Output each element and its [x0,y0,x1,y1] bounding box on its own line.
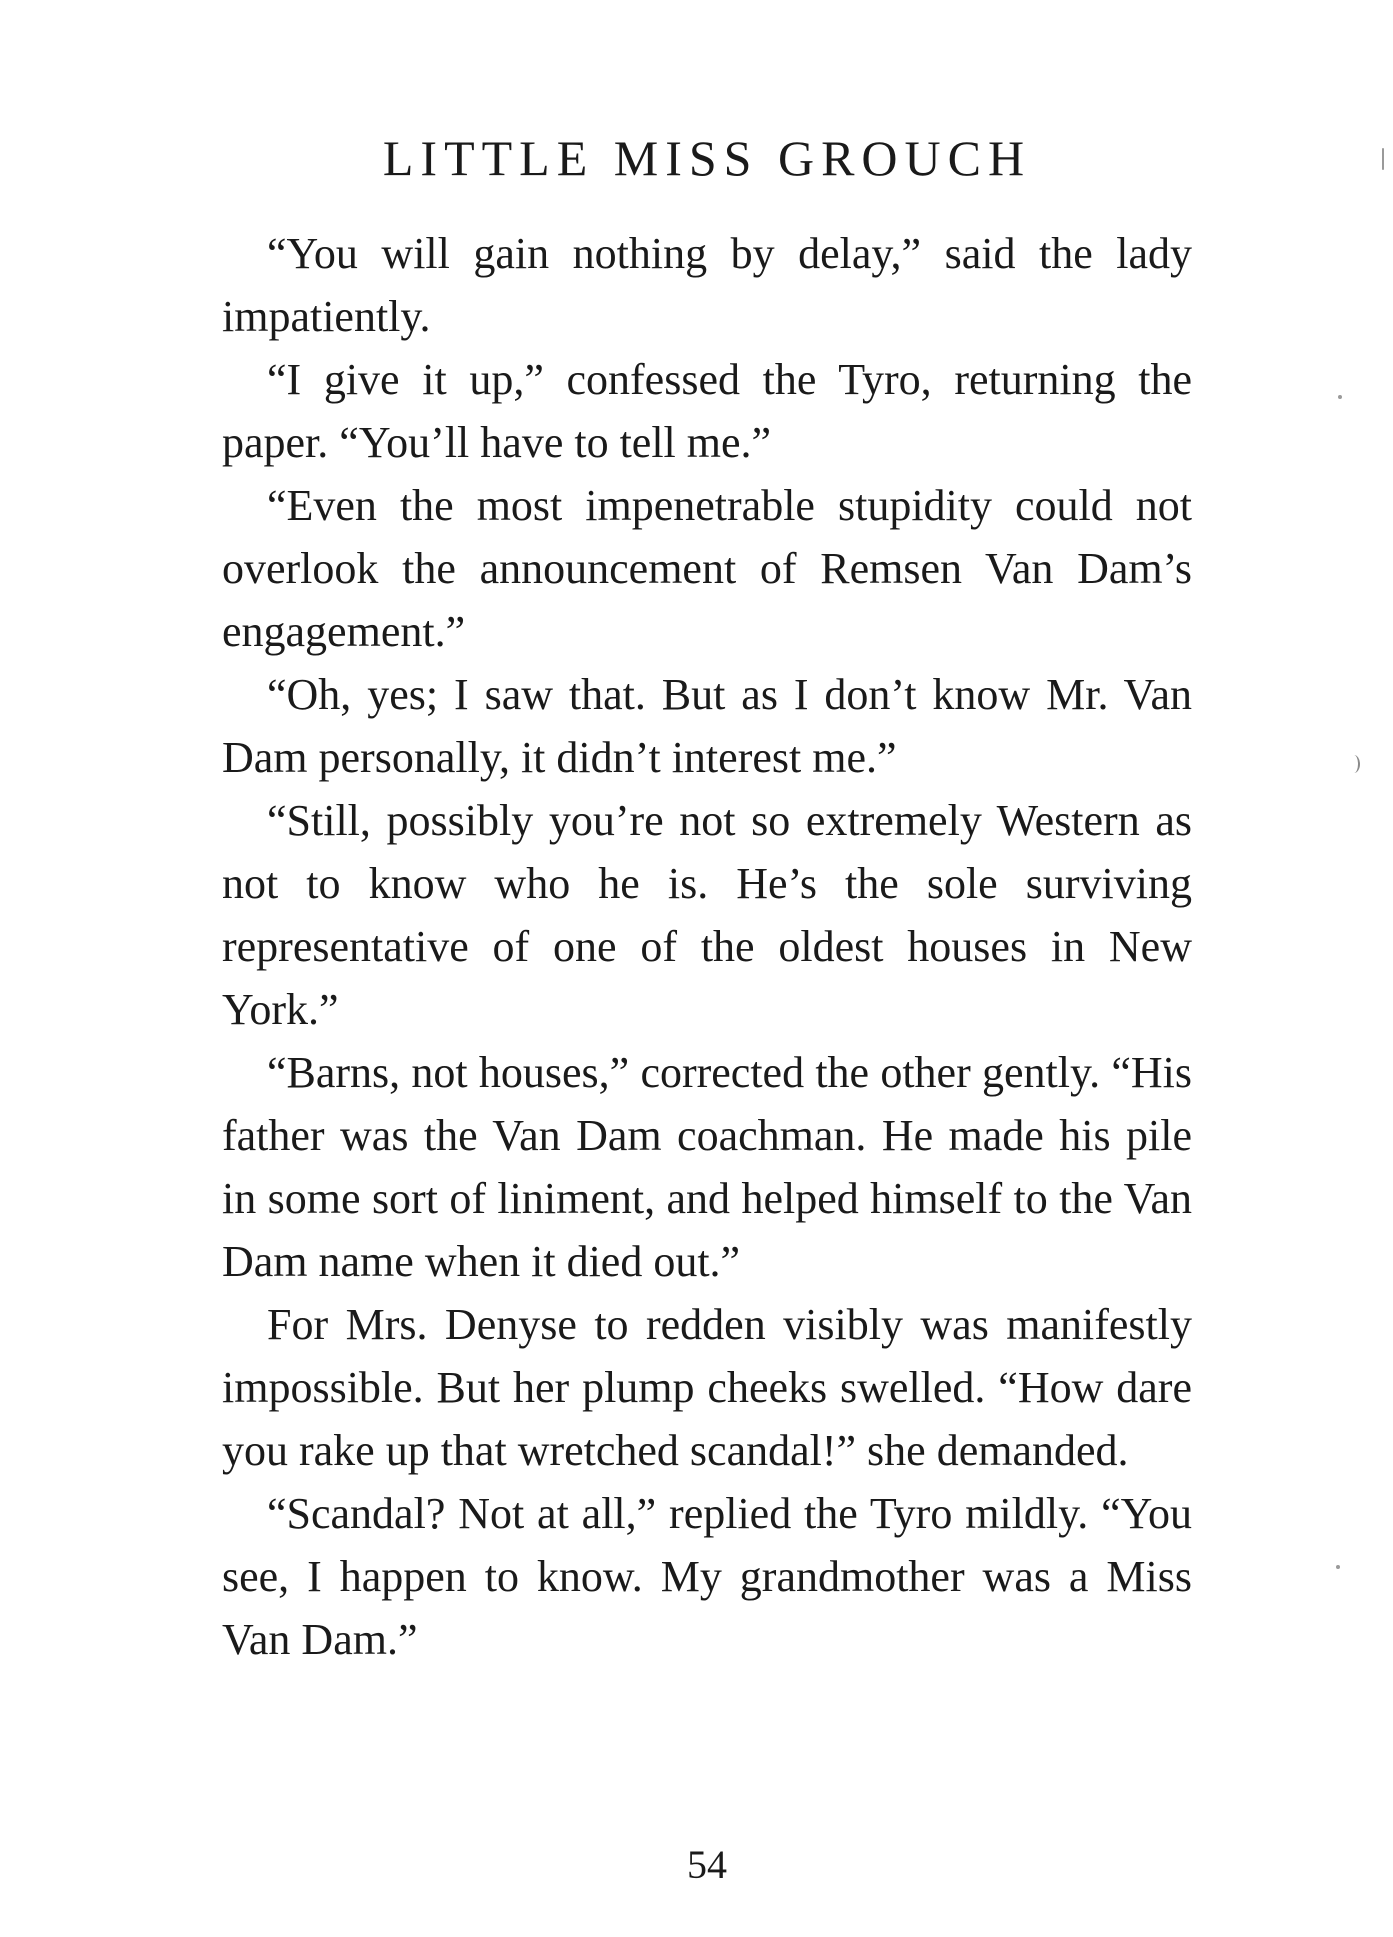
scan-speck [1336,1565,1340,1569]
paragraph: “Scandal? Not at all,” replied the Tyro mildly. “You see, I happen to know. My grandmother was a Miss Van Dam.” [222,1489,1192,1664]
scan-speck [1348,755,1360,773]
paragraph: For Mrs. Denyse to redden visibly was manifestly impossible. But her plump cheeks swelled. “How dare you rake up that wretched scandal!” she demanded. [222,1300,1192,1475]
paragraph: “Still, possibly you’re not so extremely Western as not to know who he is. He’s the sole surviving representative of one of the oldest houses in New York.” [222,796,1192,1034]
scan-speck [1382,148,1384,170]
body-text [222,222,1192,1671]
scan-speck [1338,395,1342,399]
paragraph: “You will gain nothing by delay,” said the lady impatiently. [222,229,1192,341]
paragraph: “Oh, yes; I saw that. But as I don’t know Mr. Van Dam personally, it didn’t interest me.” [222,670,1192,782]
paragraph: “I give it up,” confessed the Tyro, returning the paper. “You’ll have to tell me.” [222,355,1192,467]
running-head: LITTLE MISS GROUCH [382,130,1032,186]
paragraph: “Barns, not houses,” corrected the other gently. “His father was the Van Dam coachman. He made his pile in some sort of liniment, and helped himself to the Van Dam name when it died out.” [222,1048,1192,1286]
paragraph: “Even the most impenetrable stupidity could not overlook the announcement of Remsen Van Dam’s engagement.” [222,481,1192,656]
page-number: 54 [687,1842,727,1887]
